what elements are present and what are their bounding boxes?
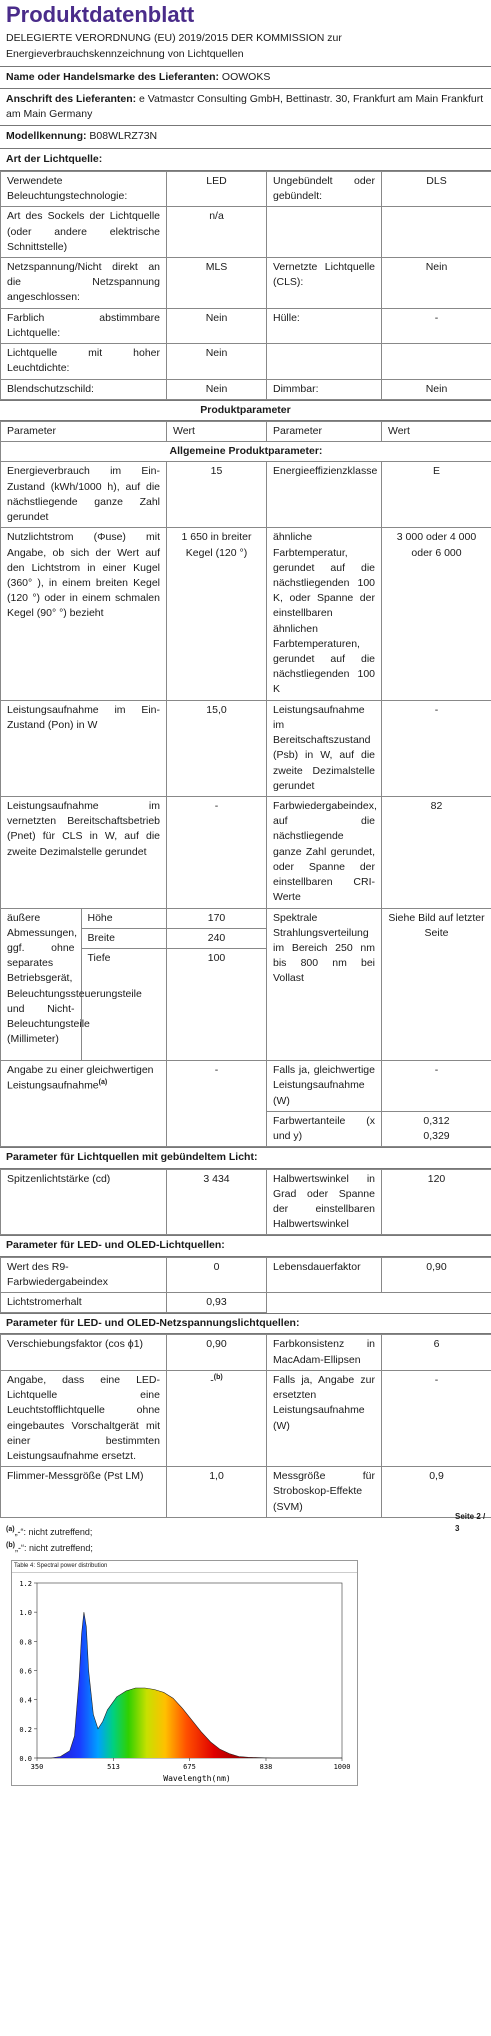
general-cell-v2: E (382, 462, 491, 528)
x-tick-label: 513 (107, 1762, 120, 1771)
mains-cell-v1-sup: (b) (213, 1373, 223, 1381)
type-cell-p2 (267, 344, 382, 379)
mains-row (1, 1467, 491, 1518)
footnotes (0, 1518, 491, 1562)
chromaticity-label: Farbwertanteile (x und y) (267, 1111, 382, 1146)
spectral-chart-svg (12, 1573, 357, 1787)
y-tick-label: 0.4 (19, 1696, 32, 1705)
spectral-label: Spektrale Strahlungsverteilung im Bereich 250 nm bis 800 nm bei Vollast (267, 908, 382, 1061)
general-cell-p1: Nutzlichtstrom (Φuse) mit Angabe, ob sich der Wert auf den Lichtstrom in einer Kugel (360° ), in einem breiten Kegel (120 °) oder in einem schmalen Kegel (90° °) bezieht (1, 528, 167, 700)
x-tick-label: 350 (30, 1762, 44, 1771)
beam-angle-label: Halbwertswinkel in Grad oder Spanne der einstellbaren Halbwertswinkel (267, 1169, 382, 1235)
equiv-label-text: Angabe zu einer gleichwertigen Leistungsaufnahme (7, 1064, 154, 1092)
general-row (1, 528, 491, 700)
general-cell-p1: Leistungsaufnahme im Ein-Zustand (Pon) in W (1, 700, 167, 796)
params-header-row (1, 421, 491, 441)
page-number: Seite 2 / 3 (455, 1512, 486, 1533)
supplier-address-row (0, 88, 491, 125)
light-type-heading: Art der Lichtquelle: (0, 148, 491, 171)
general-cell-p2: Energieeffizienzklasse (267, 462, 382, 528)
col-value-2: Wert (382, 421, 491, 441)
page-subtitle: DELEGIERTE VERORDNUNG (EU) 2019/2015 DER KOMMISSION zur Energieverbrauchskennzeichnung von Lichtquellen (6, 32, 342, 60)
x-tick-label: 1000 (333, 1762, 351, 1771)
equiv-power-label: Falls ja, gleichwertige Leistungsaufnahme (W) (267, 1061, 382, 1112)
general-cell-p2: Leistungsaufnahme im Bereitschaftszustand (Psb) in W, auf die zweite Dezimalstelle gerundet (267, 700, 382, 796)
page-title: Produktdatenblatt (6, 2, 195, 27)
supplier-brand-value: OOWOKS (221, 70, 271, 83)
type-row (1, 308, 491, 343)
mains-cell-v1: 0,90 (167, 1335, 267, 1370)
general-row (1, 797, 491, 909)
y-tick-label: 0.0 (19, 1754, 32, 1763)
general-cell-v1: - (167, 797, 267, 909)
type-cell-v2: DLS (382, 171, 491, 206)
supplier-brand-row (0, 66, 491, 88)
type-row (1, 207, 491, 258)
equiv-value: - (167, 1061, 267, 1147)
col-param-2: Parameter (267, 421, 382, 441)
chart-title: Table 4: Spectral power distribution (12, 1561, 357, 1573)
dimensions-label: äußere Abmessungen, ggf. ohne separates Betriebsgerät, Beleuchtungssteuerungsteile und Nicht-Beleuchtungsteile (Millimeter) (1, 909, 81, 1061)
mains-title: Parameter für LED- und OLED-Netzspannungslichtquellen: (0, 1313, 491, 1334)
type-cell-v1: Nein (167, 379, 267, 399)
beam-angle-value: 120 (382, 1169, 491, 1235)
mains-cell-p2: Falls ja, Angabe zur ersetzten Leistungsaufnahme (W) (267, 1370, 382, 1466)
type-row (1, 344, 491, 379)
mains-cell-v1 (167, 1370, 267, 1466)
mains-table (0, 1334, 491, 1517)
type-cell-v1: Nein (167, 308, 267, 343)
footnote-a (6, 1524, 485, 1540)
type-cell-p1: Verwendete Beleuchtungstechnologie: (1, 171, 167, 206)
chromaticity-x: 0,312 (423, 1114, 450, 1127)
general-cell-v2: 82 (382, 797, 491, 909)
led-table (0, 1257, 491, 1314)
y-tick-label: 1.2 (19, 1579, 32, 1588)
mains-cell-v2: 0,9 (382, 1467, 491, 1518)
survival-label: Lebensdauerfaktor (267, 1257, 382, 1292)
type-cell-v2 (382, 207, 491, 258)
mains-row (1, 1370, 491, 1466)
mains-cell-p1: Flimmer-Messgröße (Pst LM) (1, 1467, 167, 1518)
type-cell-v2 (382, 344, 491, 379)
spectrum-area (37, 1612, 342, 1758)
y-tick-label: 0.8 (19, 1638, 32, 1647)
peak-intensity-value: 3 434 (167, 1169, 267, 1235)
equiv-power-value: - (382, 1061, 491, 1112)
type-cell-v2: Nein (382, 258, 491, 309)
type-row (1, 258, 491, 309)
general-cell-p1: Energieverbrauch im Ein-Zustand (kWh/1000 h), auf die nächstliegende ganze Zahl gerundet (1, 462, 167, 528)
directional-title: Parameter für Lichtquellen mit gebündeltem Licht: (0, 1147, 491, 1168)
general-cell-v2: 3 000 oder 4 000 oder 6 000 (382, 528, 491, 700)
type-cell-p2: Ungebündelt oder gebündelt: (267, 171, 382, 206)
lumen-maint-label: Lichtstromerhalt (1, 1293, 167, 1313)
mains-row (1, 1335, 491, 1370)
mains-cell-p1: Angabe, dass eine LED-Lichtquelle eine Leuchtstofflichtquelle ohne eingebautes Vorschaltgerät mit einer bestimmten Leistungsaufnahme ersetzt. (1, 1370, 167, 1466)
type-cell-p1: Netzspannung/Nicht direkt an die Netzspannung angeschlossen: (1, 258, 167, 309)
dim-name-2: Tiefe (87, 951, 111, 964)
mains-cell-p2: Messgröße für Stroboskop-Effekte (SVM) (267, 1467, 382, 1518)
supplier-address-label: Anschrift des Lieferanten: (6, 93, 137, 106)
equiv-row-1 (1, 1061, 491, 1112)
model-row (0, 125, 491, 147)
led-title: Parameter für LED- und OLED-Lichtquellen: (0, 1235, 491, 1256)
type-cell-v1: LED (167, 171, 267, 206)
footnote-b-text: „-“: nicht zutreffend; (14, 1543, 93, 1554)
type-cell-p1: Art des Sockels der Lichtquelle (oder andere elektrische Schnittstelle) (1, 207, 167, 258)
directional-table (0, 1169, 491, 1236)
general-cell-v1: 1 650 in breiter Kegel (120 °) (167, 528, 267, 700)
dim-name-1: Breite (81, 928, 166, 948)
mains-cell-v1-text: - (210, 1374, 214, 1387)
dim-value-0: 170 (167, 909, 266, 929)
type-row (1, 171, 491, 206)
x-tick-label: 838 (259, 1762, 273, 1771)
y-tick-label: 0.6 (19, 1667, 32, 1676)
x-axis-label: Wavelength(nm) (163, 1773, 231, 1783)
col-param-1: Parameter (1, 421, 167, 441)
general-cell-v1: 15,0 (167, 700, 267, 796)
type-cell-p1: Lichtquelle mit hoher Leuchtdichte: (1, 344, 167, 379)
supplier-brand-label: Name oder Handelsmarke des Lieferanten: (6, 70, 219, 83)
supplier-address-value: e Vatmastcr Consulting GmbH, Bettinastr. 30, Frankfurt am Main Frankfurt am Main Germany (6, 93, 484, 121)
dim-value-2: 100 (207, 951, 226, 964)
type-cell-p2 (267, 207, 382, 258)
dim-value-1: 240 (167, 929, 266, 949)
spectral-chart (11, 1560, 358, 1786)
model-label: Modellkennung: (6, 130, 87, 143)
general-row (1, 700, 491, 796)
light-type-table (0, 171, 491, 400)
spectral-value: Siehe Bild auf letzter Seite (382, 908, 491, 1061)
general-row (1, 462, 491, 528)
peak-intensity-label: Spitzenlichtstärke (cd) (1, 1169, 167, 1235)
y-tick-label: 0.2 (19, 1725, 32, 1734)
general-cell-v2: - (382, 700, 491, 796)
col-value-1: Wert (167, 421, 267, 441)
product-params-table (0, 421, 491, 1147)
type-cell-p1: Farblich abstimmbare Lichtquelle: (1, 308, 167, 343)
type-cell-p2: Dimmbar: (267, 379, 382, 399)
type-cell-v2: - (382, 308, 491, 343)
r9-value: 0 (167, 1257, 267, 1292)
mains-cell-p2: Farbkonsistenz in MacAdam-Ellipsen (267, 1335, 382, 1370)
chromaticity-y: 0,329 (423, 1130, 450, 1143)
equiv-label-sup: (a) (98, 1079, 108, 1087)
product-params-title: Produktparameter (0, 400, 491, 421)
x-tick-label: 675 (183, 1762, 196, 1771)
equiv-label (1, 1061, 167, 1147)
type-cell-p1: Blendschutzschild: (1, 379, 167, 399)
type-cell-v1: Nein (167, 344, 267, 379)
general-cell-p1: Leistungsaufnahme im vernetzten Bereitschaftsbetrieb (Pnet) für CLS in W, auf die zweite Dezimalstelle gerundet (1, 797, 167, 909)
general-cell-p2: Farbwiedergabeindex, auf die nächstliegende ganze Zahl gerundet, oder Spanne der einstellbaren CRI-Werte (267, 797, 382, 909)
mains-cell-p1: Verschiebungsfaktor (cos ϕ1) (1, 1335, 167, 1370)
dim-name-0: Höhe (81, 909, 166, 929)
type-row (1, 379, 491, 399)
type-cell-v2: Nein (382, 379, 491, 399)
model-value: B08WLRZ73N (89, 130, 158, 143)
footnote-b (6, 1540, 485, 1556)
mains-cell-v2: - (382, 1370, 491, 1466)
type-cell-v1: n/a (167, 207, 267, 258)
y-tick-label: 1.0 (19, 1608, 32, 1617)
type-cell-p2: Hülle: (267, 308, 382, 343)
general-cell-v1: 15 (167, 462, 267, 528)
general-params-title: Allgemeine Produktparameter: (1, 442, 491, 462)
lumen-maint-value: 0,93 (167, 1293, 267, 1313)
mains-cell-v1: 1,0 (167, 1467, 267, 1518)
general-cell-p2: ähnliche Farbtemperatur, gerundet auf die nächstliegenden 100 K, oder Spanne der einstellbaren ähnlichen Farbtemperaturen, gerundet auf die nächstliegenden 100 K (267, 528, 382, 700)
dimensions-row (1, 908, 491, 1061)
footnote-a-text: „-“: nicht zutreffend; (14, 1526, 93, 1537)
chromaticity-value (382, 1111, 491, 1146)
type-cell-p2: Vernetzte Lichtquelle (CLS): (267, 258, 382, 309)
mains-cell-v2: 6 (382, 1335, 491, 1370)
type-cell-v1: MLS (167, 258, 267, 309)
footnote-b-mark: (b) (6, 1542, 15, 1550)
footnote-a-mark: (a) (6, 1525, 15, 1533)
r9-label: Wert des R9-Farbwiedergabeindex (1, 1257, 167, 1292)
survival-value: 0,90 (382, 1257, 491, 1292)
